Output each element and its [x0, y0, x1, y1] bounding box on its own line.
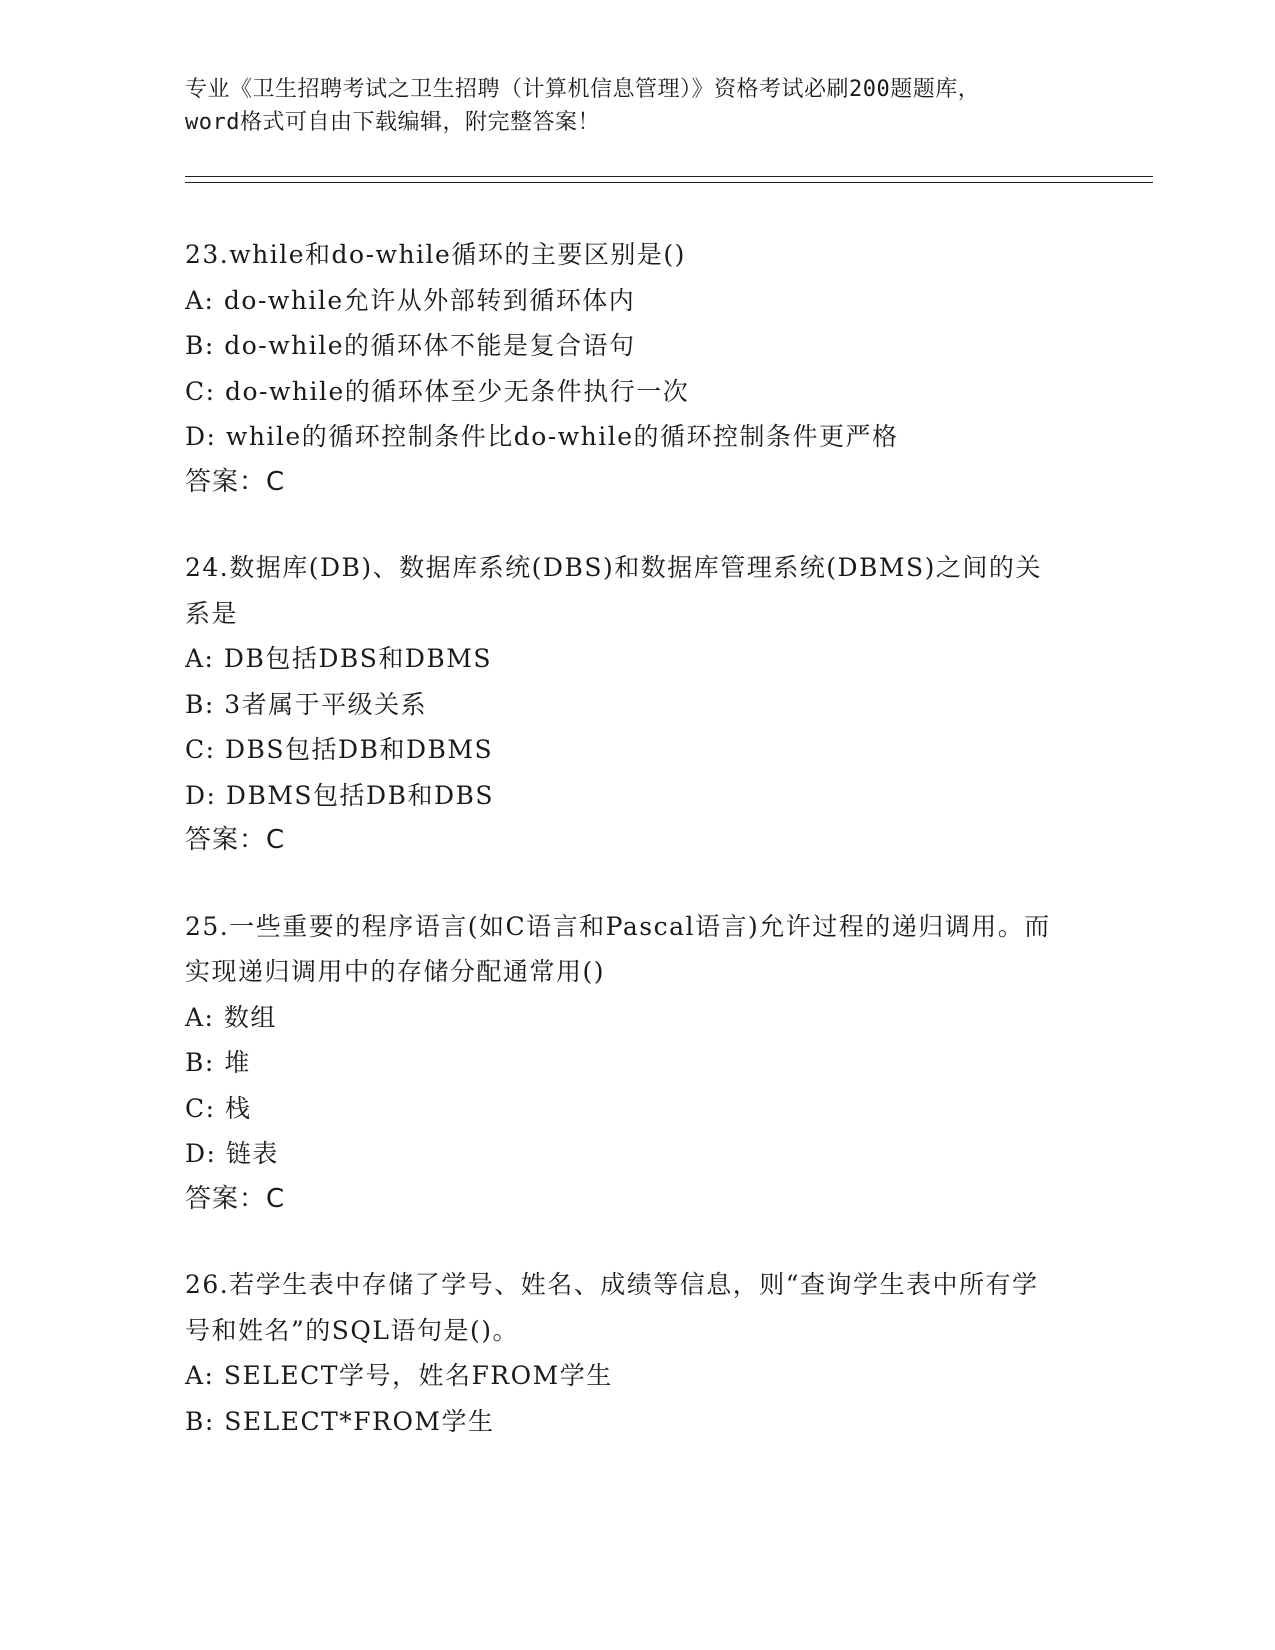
answer: 答案：C — [185, 1183, 286, 1214]
question-list — [185, 232, 1085, 1484]
option-a: A: SELECT学号，姓名FROM学生 — [185, 1361, 613, 1390]
question-stem: 24.数据库(DB)、数据库系统(DBS)和数据库管理系统(DBMS)之间的关系是 — [185, 553, 1042, 628]
option-c: C: DBS包括DB和DBMS — [185, 735, 494, 764]
header-divider-bottom — [185, 182, 1153, 183]
question-stem: 26.若学生表中存储了学号、姓名、成绩等信息，则“查询学生表中所有学号和姓名”的SQL语句是()。 — [185, 1270, 1039, 1345]
question-stem: 23.while和do-while循环的主要区别是() — [185, 240, 686, 269]
question-25 — [185, 904, 1085, 1223]
answer: 答案：C — [185, 825, 286, 855]
question-24 — [185, 545, 1085, 864]
option-a: A: DB包括DBS和DBMS — [185, 644, 493, 673]
document-header — [185, 73, 1085, 139]
option-c: C: 栈 — [185, 1093, 252, 1123]
header-line-1: 专业《卫生招聘考试之卫生招聘（计算机信息管理）》资格考试必刷200题题库， — [185, 77, 981, 102]
header-divider-top — [185, 176, 1153, 177]
option-b: B: 堆 — [185, 1048, 251, 1077]
option-b: B: do-while的循环体不能是复合语句 — [185, 331, 636, 360]
option-d: D: DBMS包括DB和DBS — [185, 780, 495, 810]
option-d: D: while的循环控制条件比do-while的循环控制条件更严格 — [185, 422, 899, 451]
question-stem: 25.一些重要的程序语言(如C语言和Pascal语言)允许过程的递归调用。而实现递归调用中的存储分配通常用() — [185, 911, 1051, 986]
answer: 答案：C — [185, 466, 286, 497]
header-line-2: word格式可自由下载编辑，附完整答案！ — [185, 110, 600, 135]
option-c: C: do-while的循环体至少无条件执行一次 — [185, 376, 690, 406]
option-a: A: 数组 — [185, 1002, 277, 1032]
option-b: B: 3者属于平级关系 — [185, 689, 428, 719]
option-b: B: SELECT*FROM学生 — [185, 1406, 495, 1436]
option-d: D: 链表 — [185, 1139, 279, 1168]
question-23 — [185, 232, 1085, 505]
question-26 — [185, 1262, 1085, 1444]
option-a: A: do-while允许从外部转到循环体内 — [185, 285, 636, 315]
